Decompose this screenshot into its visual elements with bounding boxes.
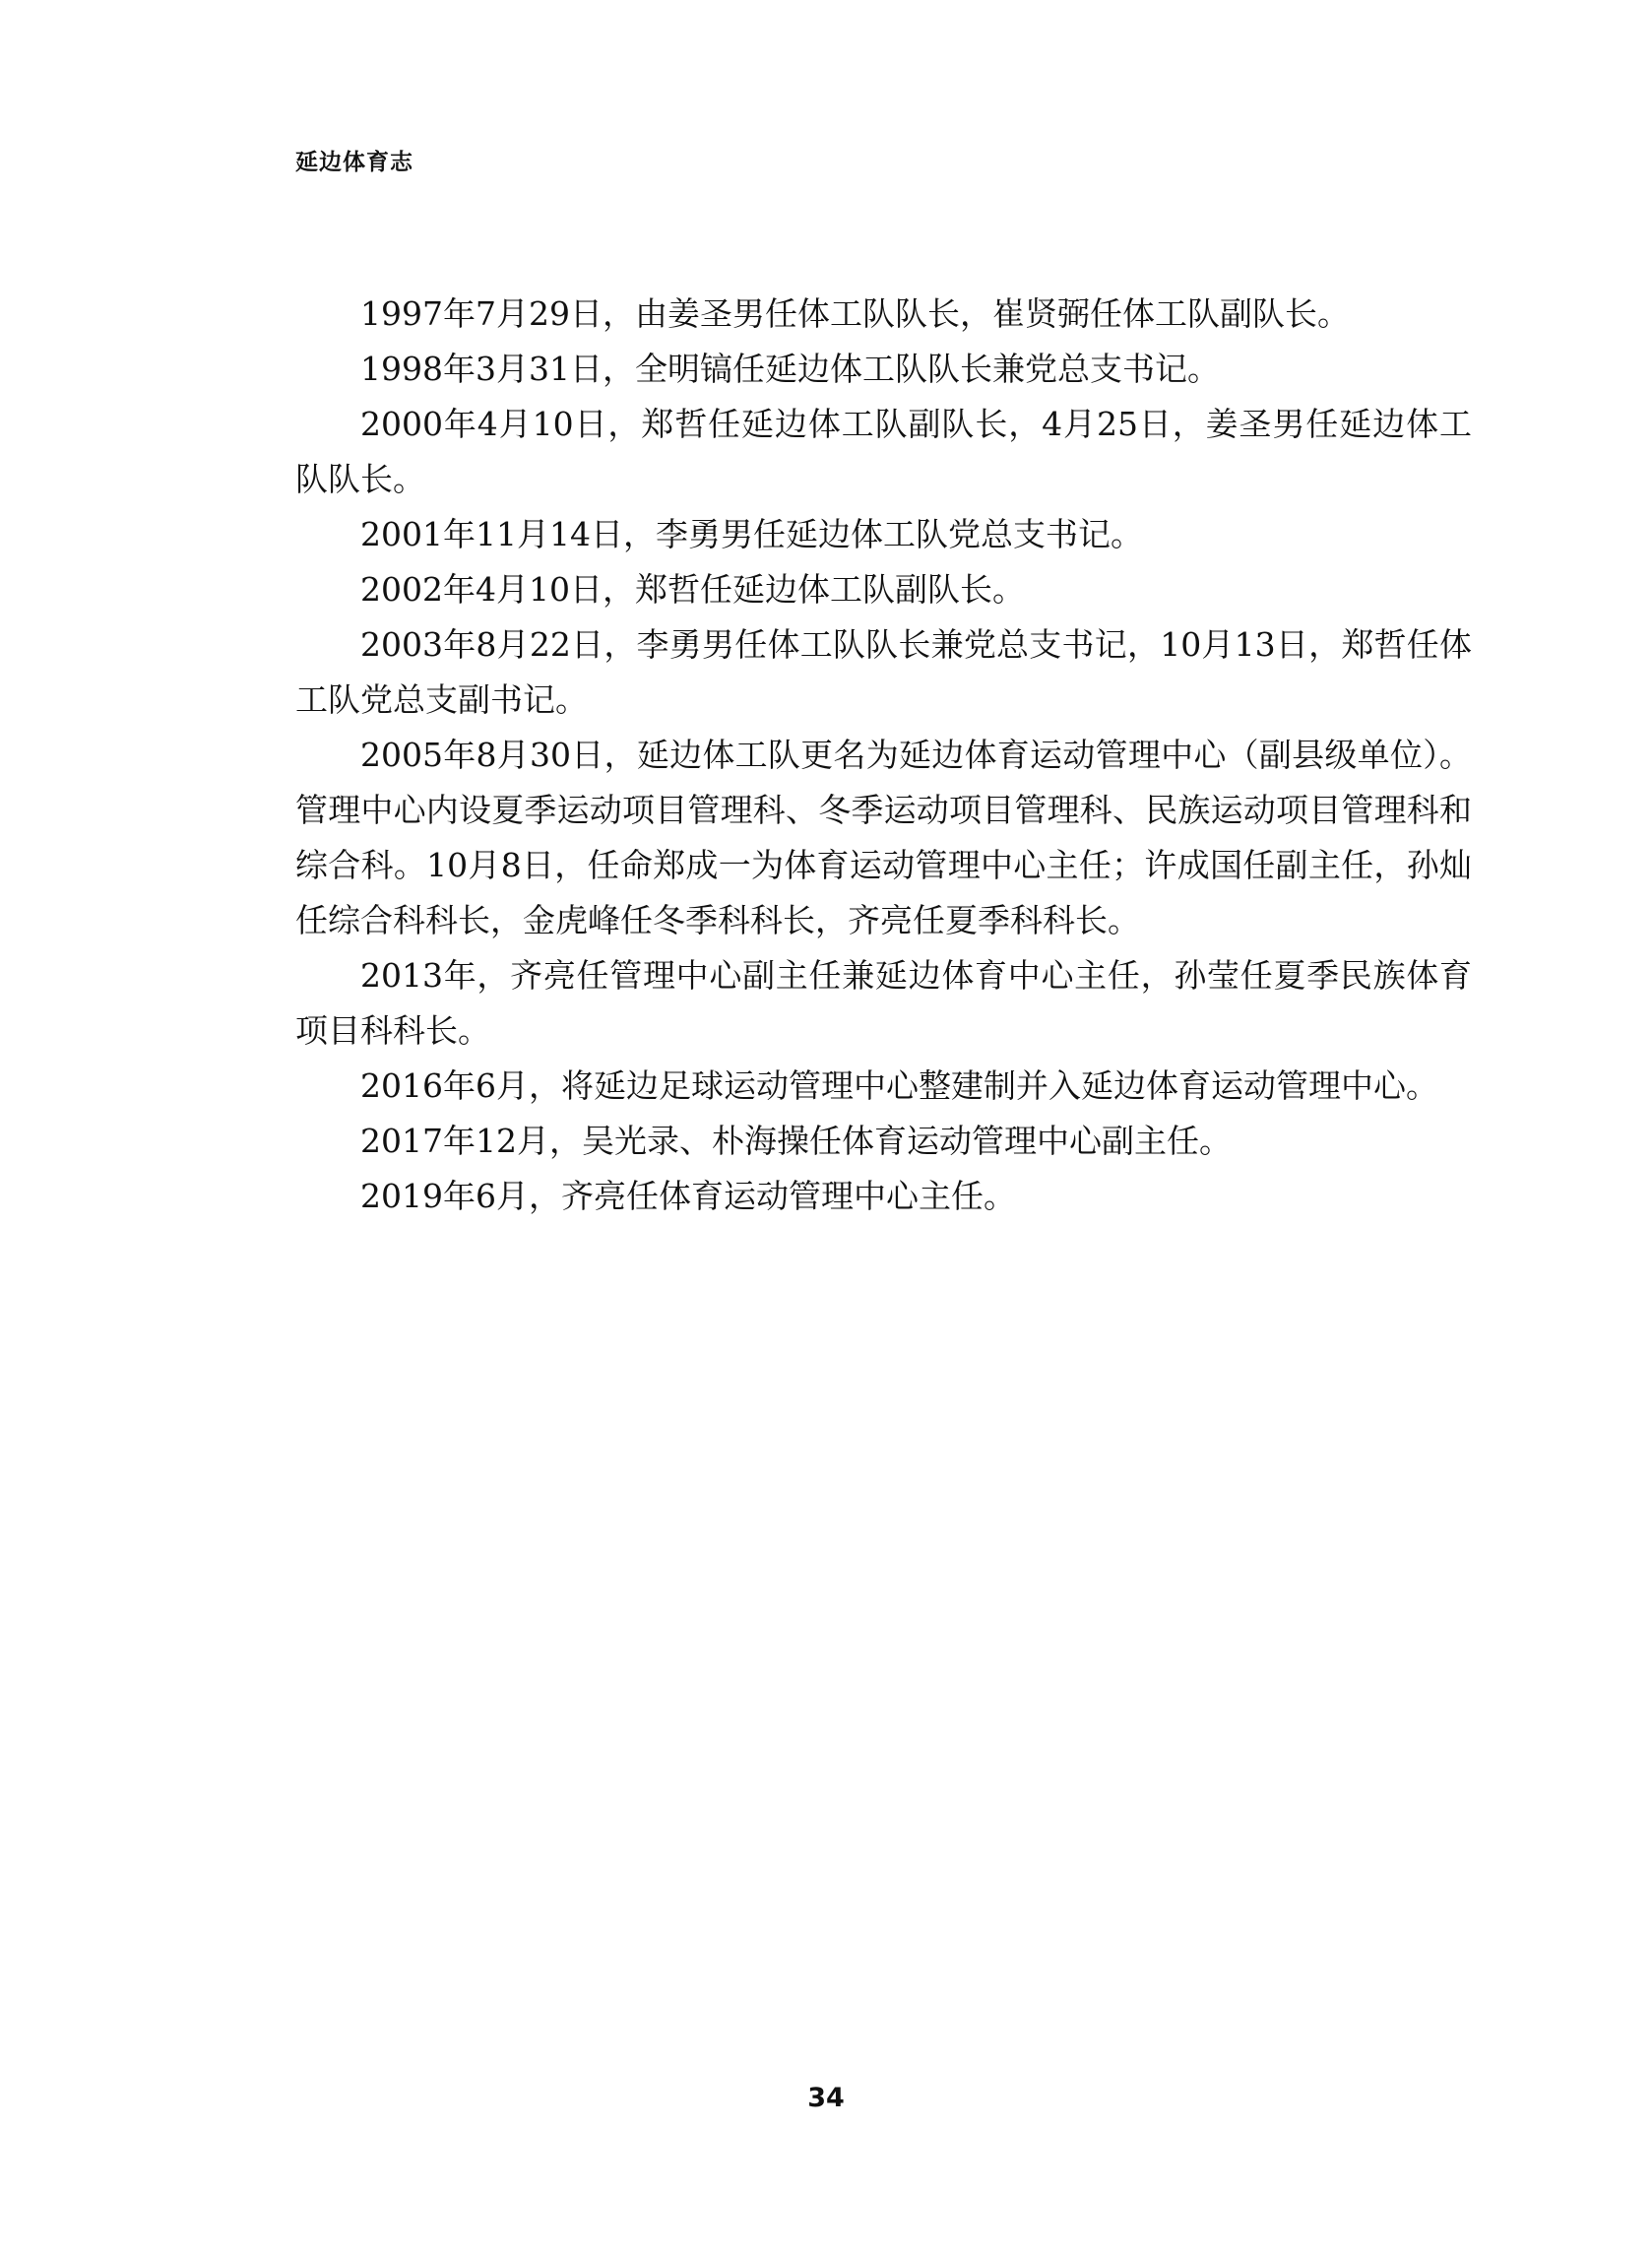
paragraph-2013: 2013年，齐亮任管理中心副主任兼延边体育中心主任，孙莹任夏季民族体育项目科科长。 xyxy=(295,956,1472,1050)
body-text xyxy=(295,287,1472,1224)
paragraph-2019: 2019年6月，齐亮任体育运动管理中心主任。 xyxy=(360,1177,1016,1215)
paragraph-2000: 2000年4月10日，郑哲任延边体工队副队长，4月25日，姜圣男任延边体工队队长。 xyxy=(295,405,1472,498)
page-number: 34 xyxy=(807,2083,845,2113)
paragraph-2001: 2001年11月14日，李勇男任延边体工队党总支书记。 xyxy=(360,515,1143,553)
paragraph-2002: 2002年4月10日，郑哲任延边体工队副队长。 xyxy=(360,570,1025,609)
paragraph-2003: 2003年8月22日，李勇男任体工队队长兼党总支书记，10月13日，郑哲任体工队党总支副书记。 xyxy=(295,625,1472,719)
paragraph-2016: 2016年6月，将延边足球运动管理中心整建制并入延边体育运动管理中心。 xyxy=(360,1066,1438,1105)
running-header: 延边体育志 xyxy=(295,150,413,175)
paragraph-2005: 2005年8月30日，延边体工队更名为延边体育运动管理中心（副县级单位）。管理中心内设夏季运动项目管理科、冬季运动项目管理科、民族运动项目管理科和综合科。10月8日，任命郑成一为体育运动管理中心主任；许成国任副主任，孙灿任综合科科长，金虎峰任冬季科科长，齐亮任夏季科科长。 xyxy=(295,736,1472,939)
paragraph-1998: 1998年3月31日，全明镐任延边体工队队长兼党总支书记。 xyxy=(360,350,1220,388)
paragraph-2017: 2017年12月，吴光录、朴海操任体育运动管理中心副主任。 xyxy=(360,1122,1232,1160)
paragraph-1997: 1997年7月29日，由姜圣男任体工队队长，崔贤弼任体工队副队长。 xyxy=(360,294,1350,333)
